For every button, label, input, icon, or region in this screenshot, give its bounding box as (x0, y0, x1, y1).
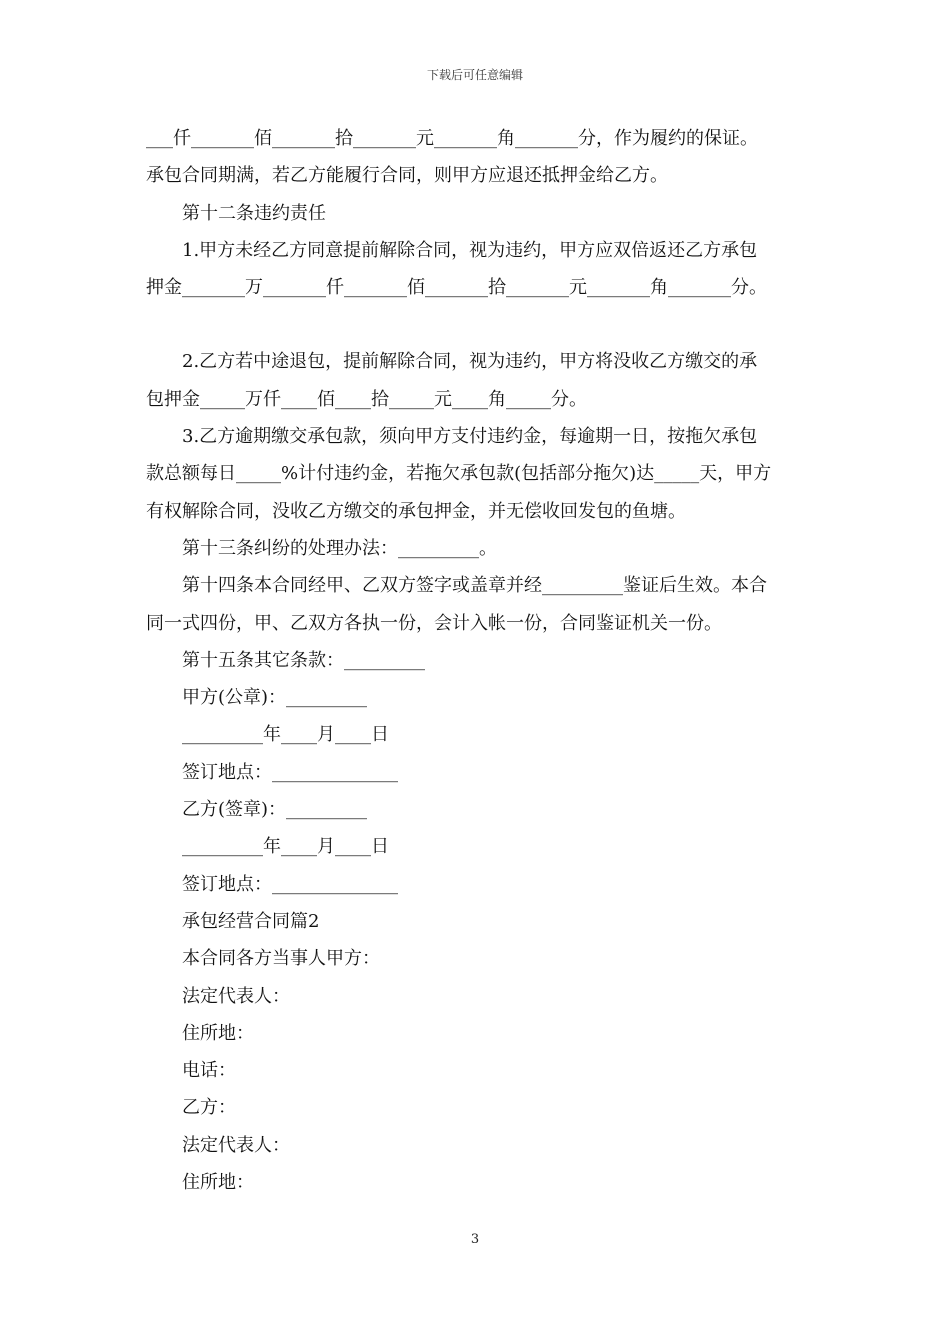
signature-line: 乙方(签章)：_________ (182, 799, 368, 821)
paragraph-line: 有权解除合同，没收乙方缴交的承包押金，并无偿收回发包的鱼塘。 (146, 500, 686, 522)
field-line: 法定代表人： (182, 1134, 290, 1156)
paragraph-line: 押金_______万_______仟_______佰_______拾_______元_______角_______分。 (146, 277, 767, 299)
paragraph-line: 3.乙方逾期缴交承包款，须向甲方支付违约金，每逾期一日，按拖欠承包 (182, 426, 758, 448)
paragraph-line: 本合同各方当事人甲方： (182, 948, 380, 970)
paragraph-line: 2.乙方若中途退包，提前解除合同，视为违约，甲方将没收乙方缴交的承 (182, 351, 758, 373)
paragraph-line: 承包合同期满，若乙方能履行合同，则甲方应退还抵押金给乙方。 (146, 165, 668, 187)
page-header: 下载后可任意编辑 (426, 68, 523, 82)
section-heading: 承包经营合同篇2 (182, 910, 320, 932)
field-line: 电话： (182, 1060, 236, 1082)
section-heading: 第十二条违约责任 (182, 202, 326, 224)
paragraph-line: 第十四条本合同经甲、乙双方签字或盖章并经_________鉴证后生效。本合 (182, 575, 767, 597)
date-line: _________年____月____日 (182, 836, 389, 858)
signing-place-line: 签订地点：______________ (182, 873, 398, 895)
page-number: 3 (470, 1232, 480, 1247)
document-body (146, 120, 810, 1201)
paragraph-line: 1.甲方未经乙方同意提前解除合同，视为违约，甲方应双倍返还乙方承包 (182, 239, 758, 261)
date-line: _________年____月____日 (182, 724, 389, 746)
paragraph-line: 第十五条其它条款：_________ (182, 649, 425, 671)
field-line: 住所地： (182, 1022, 254, 1044)
paragraph-line: 第十三条纠纷的处理办法：_________。 (182, 537, 497, 559)
field-line: 住所地： (182, 1172, 254, 1194)
signing-place-line: 签订地点：______________ (182, 761, 398, 783)
field-line: 法定代表人： (182, 985, 290, 1007)
paragraph-line: ___仟_______佰_______拾_______元_______角_______分，作为履约的保证。 (146, 128, 758, 149)
signature-line: 甲方(公章)：_________ (182, 687, 368, 709)
field-line: 乙方： (182, 1097, 236, 1119)
paragraph-line: 同一式四份，甲、乙双方各执一份，会计入帐一份，合同鉴证机关一份。 (146, 612, 722, 634)
paragraph-line: 包押金_____万仟____佰____拾_____元____角_____分。 (146, 388, 587, 410)
blank-line (146, 306, 810, 343)
paragraph-line: 款总额每日_____%计付违约金，若拖欠承包款(包括部分拖欠)达_____天，甲方 (146, 463, 772, 485)
